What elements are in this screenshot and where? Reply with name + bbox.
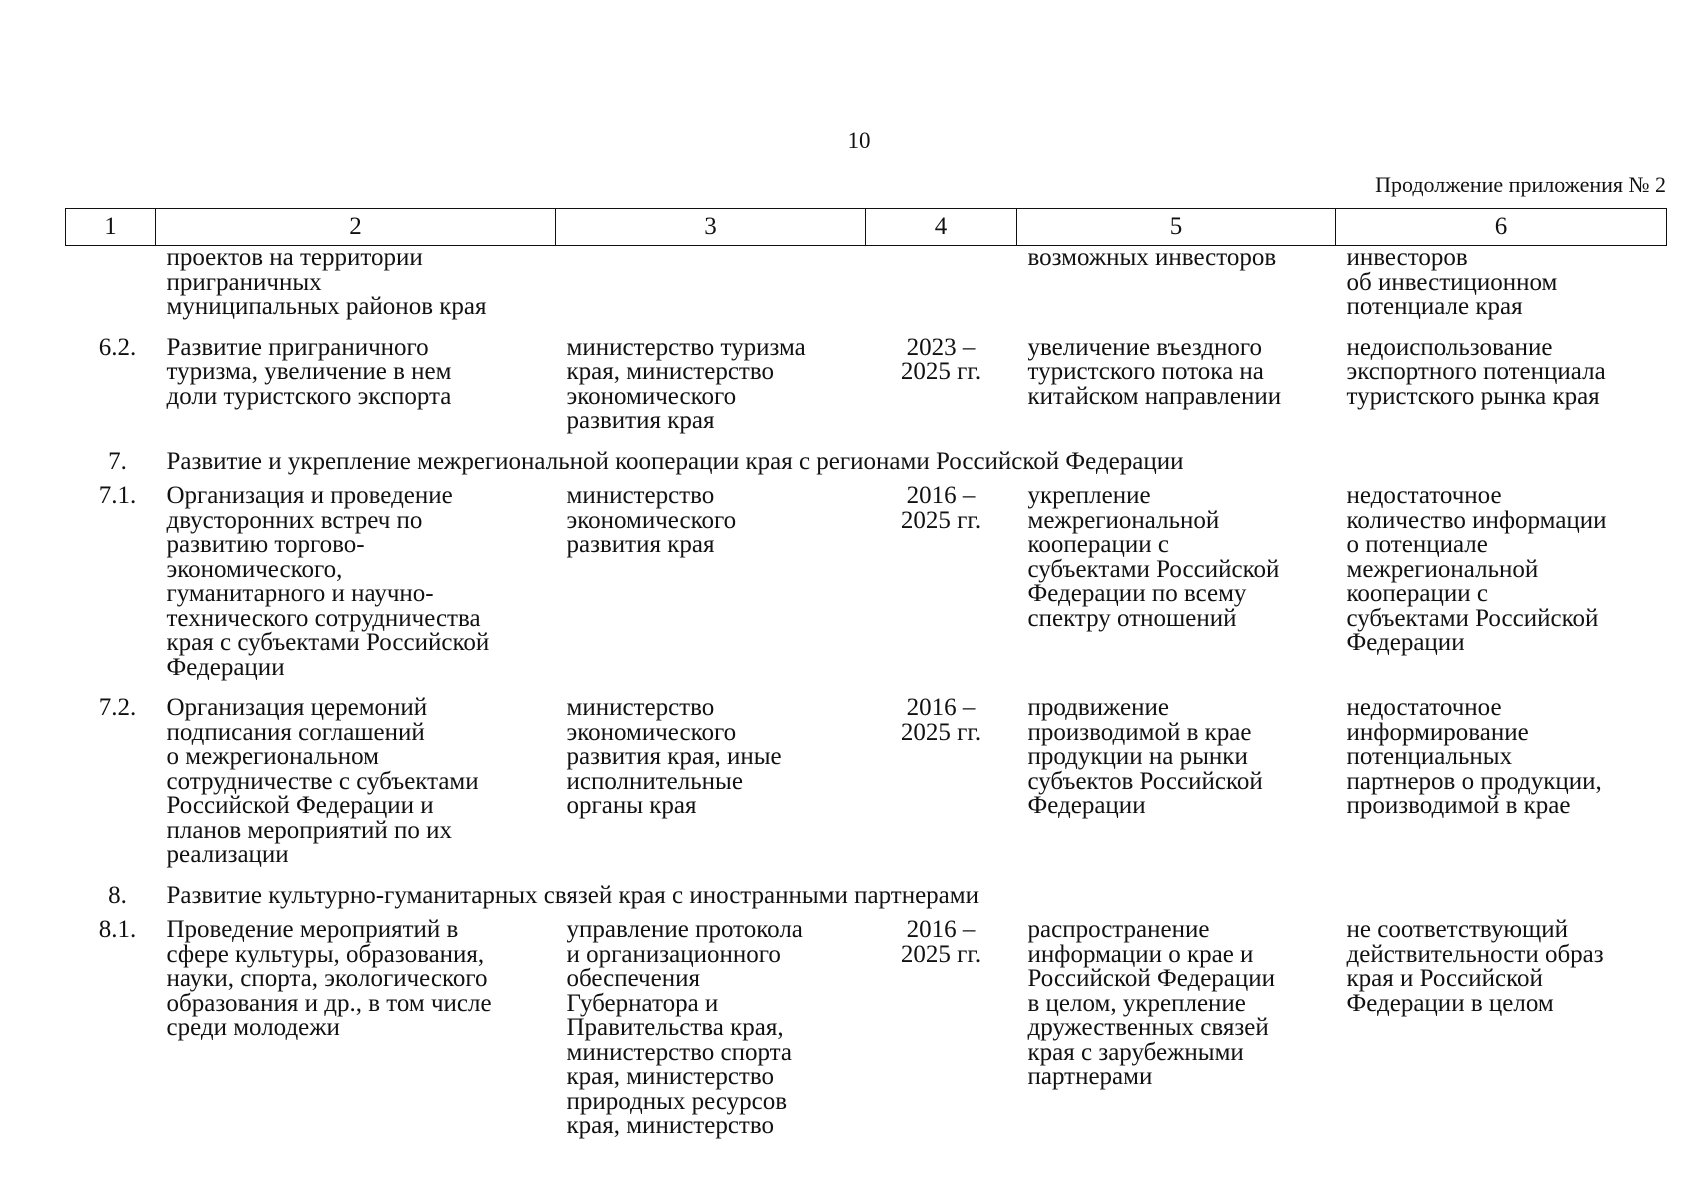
table-row-7-1	[66, 484, 1667, 696]
cell-risk: недоиспользование экспортного потенциала туристского рынка края	[1346, 333, 1606, 410]
cell-period: 2023 – 2025 гг.	[900, 333, 982, 385]
cell-risk: недостаточное количество информации о потенциале межрегиональной кооперации с субъектами Российской Федерации	[1346, 482, 1607, 656]
cell-executor: министерство экономического развития края	[566, 482, 737, 558]
table-row-8-1	[66, 918, 1667, 1155]
table-row-6-2	[66, 336, 1667, 450]
page-number: 10	[847, 128, 871, 153]
cell-executor: управление протокола и организационного обеспечения Губернатора и Правительства края, министерство спорта края, министерство природных ресурсов края, министерство	[566, 916, 803, 1139]
cell-risk: не соответствующий действительности образ края и Российской Федерации в целом	[1346, 916, 1604, 1017]
cell-result: укрепление межрегиональной кооперации с субъектами Российской Федерации по всему спектру отношений	[1027, 482, 1280, 632]
section-title: Развитие культурно-гуманитарных связей края с иностранными партнерами	[166, 881, 979, 909]
appendix-note: Продолжение приложения № 2	[1375, 172, 1666, 197]
cell-period	[866, 246, 1017, 336]
cell-activity: Развитие приграничного туризма, увеличение в нем доли туристского экспорта	[166, 333, 452, 410]
cell-number	[66, 246, 156, 336]
column-header-3: 3	[556, 209, 866, 246]
cell-activity: проектов на территории приграничных муниципальных районов края	[166, 244, 487, 320]
column-header-4: 4	[866, 209, 1017, 246]
cell-executor	[556, 246, 866, 336]
cell-result: продвижение производимой в крае продукции на рынки субъектов Российской Федерации	[1027, 694, 1263, 819]
column-header-2: 2	[156, 209, 556, 246]
header-row	[66, 209, 1667, 246]
table-header	[66, 209, 1667, 246]
section-number: 7.	[108, 447, 127, 475]
measures-table	[65, 208, 1667, 1155]
section-row-7	[66, 450, 1667, 485]
section-row-8	[66, 884, 1667, 919]
cell-period: 2016 – 2025 гг.	[900, 916, 982, 968]
cell-number: 8.1.	[98, 916, 137, 943]
cell-result: увеличение въездного туристского потока на китайском направлении	[1027, 333, 1282, 410]
cell-result: распространение информации о крае и Российской Федерации в целом, укрепление дружественных связей края с зарубежными партнерами	[1027, 916, 1276, 1090]
column-header-6: 6	[1336, 209, 1667, 246]
cell-number: 6.2.	[98, 333, 137, 361]
cell-number: 7.2.	[98, 694, 137, 721]
cell-period: 2016 – 2025 гг.	[900, 482, 982, 534]
column-header-1: 1	[66, 209, 156, 246]
table-row-continuation	[66, 246, 1667, 336]
column-header-5: 5	[1017, 209, 1336, 246]
cell-activity: Организация церемоний подписания соглашений о межрегиональном сотрудничестве с субъектами Российской Федерации и планов мероприятий по их реализации	[166, 694, 479, 868]
section-number: 8.	[108, 881, 127, 909]
table-row-7-2	[66, 696, 1667, 884]
cell-executor: министерство туризма края, министерство экономического развития края	[566, 333, 806, 434]
cell-activity: Проведение мероприятий в сфере культуры, образования, науки, спорта, экологического образования и др., в том числе среди молодежи	[166, 916, 492, 1041]
cell-risk: инвесторов об инвестиционном потенциале края	[1346, 244, 1558, 320]
cell-executor: министерство экономического развития края, иные исполнительные органы края	[566, 694, 782, 819]
section-title: Развитие и укрепление межрегиональной кооперации края с регионами Российской Федерации	[166, 447, 1184, 475]
cell-risk: недостаточное информирование потенциальных партнеров о продукции, производимой в крае	[1346, 694, 1602, 819]
table-body	[66, 246, 1667, 1155]
cell-result: возможных инвесторов	[1027, 244, 1277, 271]
cell-period: 2016 – 2025 гг.	[900, 694, 982, 746]
cell-activity: Организация и проведение двусторонних встреч по развитию торгово- экономического, гуманитарного и научно- технического сотрудничества края с субъектами Российской Федерации	[166, 482, 490, 681]
cell-number: 7.1.	[98, 482, 137, 509]
